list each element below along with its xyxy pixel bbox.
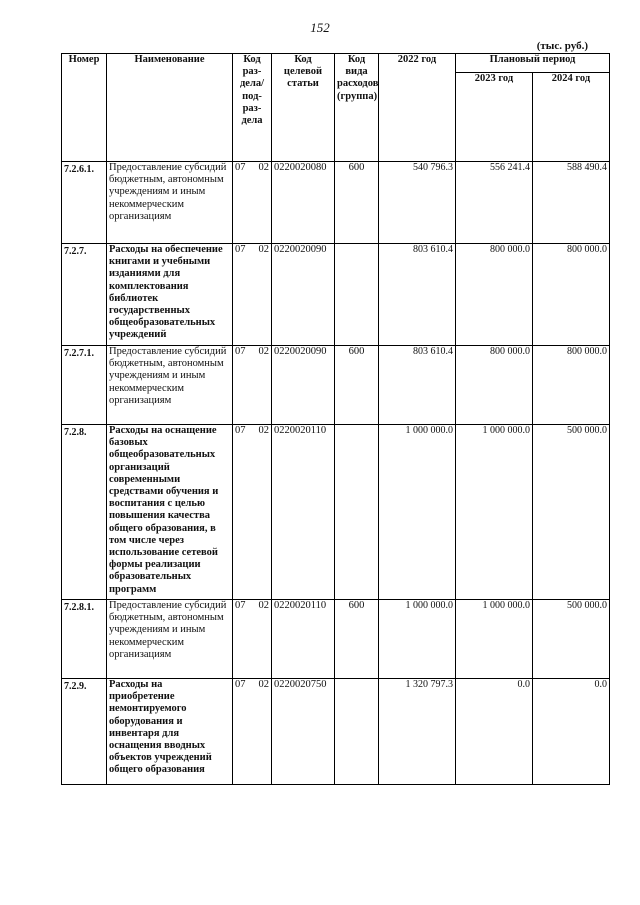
table-row xyxy=(62,244,610,346)
row-article-code: 0220020090 xyxy=(272,346,335,425)
row-number: 7.2.9. xyxy=(62,679,107,785)
row-value-2023: 0.0 xyxy=(456,679,533,785)
header-section-code: Код раз-дела/ под-раз-дела xyxy=(233,54,272,162)
header-number: Номер xyxy=(62,54,107,162)
row-value-2023: 800 000.0 xyxy=(456,244,533,346)
row-section-code xyxy=(233,346,272,425)
row-expense-group: 600 xyxy=(335,162,379,244)
row-number: 7.2.7. xyxy=(62,244,107,346)
row-name: Расходы на оснащение базовых общеобразовательных организаций современными средствами обучения и воспитания с целью повышения качества общего образования, в том числе через использование сетевой формы реализации образовательных программ xyxy=(107,425,233,600)
budget-table xyxy=(61,53,610,785)
row-name: Расходы на приобретение немонтируемого оборудования и инвентаря для оснащения вводных объектов учреждений общего образования xyxy=(107,679,233,785)
row-expense-group xyxy=(335,425,379,600)
row-expense-group: 600 xyxy=(335,346,379,425)
row-article-code: 0220020750 xyxy=(272,679,335,785)
row-value-2023: 800 000.0 xyxy=(456,346,533,425)
row-name: Предоставление субсидий бюджетным, автономным учреждениям и иным некоммерческим организациям xyxy=(107,162,233,244)
row-name: Расходы на обеспечение книгами и учебными изданиями для комплектования библиотек государственных общеобразовательных учреждений xyxy=(107,244,233,346)
row-article-code: 0220020110 xyxy=(272,425,335,600)
row-name: Предоставление субсидий бюджетным, автономным учреждениям и иным некоммерческим организациям xyxy=(107,346,233,425)
row-value-2024: 588 490.4 xyxy=(533,162,610,244)
table-row xyxy=(62,425,610,600)
row-subsection: 02 xyxy=(258,244,269,255)
row-value-2023: 556 241.4 xyxy=(456,162,533,244)
row-section-code xyxy=(233,600,272,679)
table-row xyxy=(62,162,610,244)
row-section: 07 xyxy=(235,162,246,173)
row-article-code: 0220020110 xyxy=(272,600,335,679)
row-value-2022: 1 000 000.0 xyxy=(379,600,456,679)
header-2024: 2024 год xyxy=(533,73,610,162)
row-value-2023: 1 000 000.0 xyxy=(456,425,533,600)
row-section-code xyxy=(233,425,272,600)
row-section: 07 xyxy=(235,425,246,436)
row-section: 07 xyxy=(235,600,246,611)
row-subsection: 02 xyxy=(258,600,269,611)
units-label: (тыс. руб.) xyxy=(536,40,588,52)
row-section-code xyxy=(233,679,272,785)
row-name: Предоставление субсидий бюджетным, автономным учреждениям и иным некоммерческим организациям xyxy=(107,600,233,679)
row-number: 7.2.8.1. xyxy=(62,600,107,679)
table-row xyxy=(62,600,610,679)
row-article-code: 0220020090 xyxy=(272,244,335,346)
row-subsection: 02 xyxy=(258,162,269,173)
page-number: 152 xyxy=(310,20,330,35)
row-value-2022: 803 610.4 xyxy=(379,244,456,346)
row-section: 07 xyxy=(235,679,246,690)
row-value-2024: 500 000.0 xyxy=(533,600,610,679)
row-number: 7.2.7.1. xyxy=(62,346,107,425)
row-value-2022: 540 796.3 xyxy=(379,162,456,244)
row-value-2023: 1 000 000.0 xyxy=(456,600,533,679)
header-2022: 2022 год xyxy=(379,54,456,162)
row-subsection: 02 xyxy=(258,346,269,357)
row-subsection: 02 xyxy=(258,425,269,436)
row-section-code xyxy=(233,244,272,346)
row-section-code xyxy=(233,162,272,244)
row-article-code: 0220020080 xyxy=(272,162,335,244)
row-value-2022: 1 000 000.0 xyxy=(379,425,456,600)
header-2023: 2023 год xyxy=(456,73,533,162)
row-section: 07 xyxy=(235,346,246,357)
header-expense-group: Код вида расходов (группа) xyxy=(335,54,379,162)
row-number: 7.2.6.1. xyxy=(62,162,107,244)
header-name: Наименование xyxy=(107,54,233,162)
table-row xyxy=(62,679,610,785)
row-expense-group: 600 xyxy=(335,600,379,679)
row-expense-group xyxy=(335,244,379,346)
header-article-code: Код целевой статьи xyxy=(272,54,335,162)
row-section: 07 xyxy=(235,244,246,255)
row-value-2024: 800 000.0 xyxy=(533,244,610,346)
row-value-2024: 500 000.0 xyxy=(533,425,610,600)
row-expense-group xyxy=(335,679,379,785)
row-subsection: 02 xyxy=(258,679,269,690)
table-row xyxy=(62,346,610,425)
row-value-2024: 0.0 xyxy=(533,679,610,785)
row-number: 7.2.8. xyxy=(62,425,107,600)
row-value-2024: 800 000.0 xyxy=(533,346,610,425)
header-plan-period: Плановый период xyxy=(456,54,610,73)
row-value-2022: 1 320 797.3 xyxy=(379,679,456,785)
row-value-2022: 803 610.4 xyxy=(379,346,456,425)
